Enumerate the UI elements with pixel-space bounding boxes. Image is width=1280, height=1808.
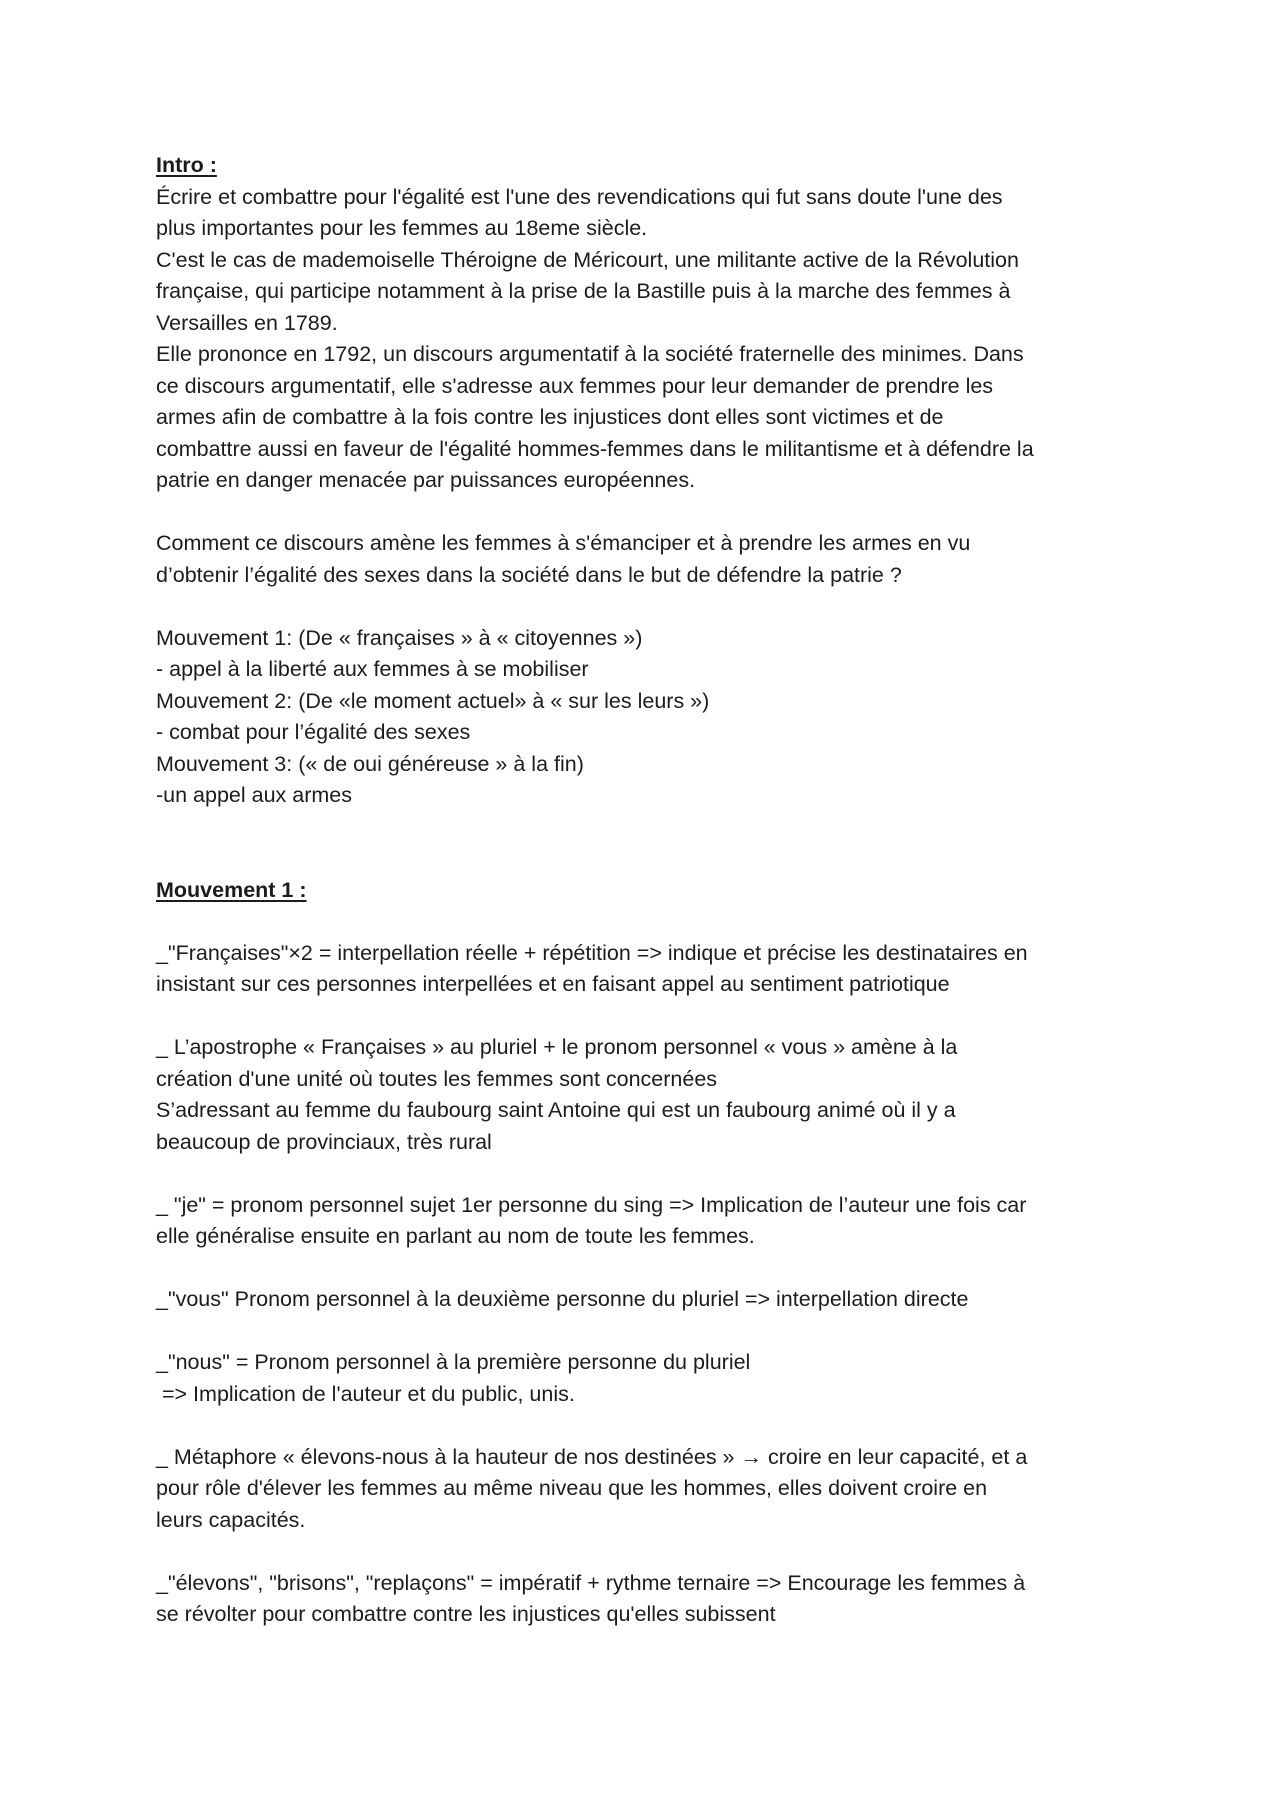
text-line: elle généralise ensuite en parlant au nom de toute les femmes.	[156, 1224, 755, 1248]
plan-item: Mouvement 2: (De «le moment actuel» à « sur les leurs »)	[156, 688, 710, 713]
text-line: _ "je" = pronom personnel sujet 1er personne du sing => Implication de l’auteur une fois car	[156, 1192, 1027, 1217]
text-line: _ Métaphore « élevons-nous à la hauteur de nos destinées » → croire en leur capacité, et a	[156, 1444, 1028, 1469]
text-line: se révolter pour combattre contre les injustices qu'elles subissent	[156, 1602, 776, 1626]
spacer	[156, 1316, 1156, 1348]
intro-paragraph	[156, 182, 1156, 497]
text-line: Écrire et combattre pour l'égalité est l'une des revendications qui fut sans doute l'une des	[156, 184, 1003, 209]
spacer	[156, 1410, 1156, 1442]
text-line: _"Françaises"×2 = interpellation réelle + répétition => indique et précise les destinataires en	[156, 940, 1028, 965]
text-line: insistant sur ces personnes interpellées et en faisant appel au sentiment patriotique	[156, 972, 950, 996]
text-line: combattre aussi en faveur de l'égalité hommes-femmes dans le militantisme et à défendre la	[156, 436, 1034, 461]
plan-item: -un appel aux armes	[156, 783, 352, 807]
document-page	[156, 150, 1156, 1631]
analysis-paragraph	[156, 1284, 1156, 1316]
text-line: _"vous" Pronom personnel à la deuxième personne du pluriel => interpellation directe	[156, 1287, 969, 1311]
analysis-paragraph	[156, 1442, 1156, 1537]
text-line: leurs capacités.	[156, 1507, 306, 1532]
spacer	[156, 1536, 1156, 1568]
spacer	[156, 906, 1156, 938]
mouvement1-heading: Mouvement 1 :	[156, 877, 307, 902]
text-line: _ L’apostrophe « Françaises » au pluriel + le pronom personnel « vous » amène à la	[156, 1035, 958, 1059]
analysis-paragraph	[156, 1190, 1156, 1253]
text-line: beaucoup de provinciaux, très rural	[156, 1129, 492, 1154]
text-line: S’adressant au femme du faubourg saint Antoine qui est un faubourg animé où il y a	[156, 1098, 956, 1122]
text-line: C'est le cas de mademoiselle Théroigne de Méricourt, une militante active de la Révolution	[156, 247, 1019, 272]
spacer	[156, 1253, 1156, 1285]
problematique-paragraph	[156, 528, 1156, 591]
text-line: Versailles en 1789.	[156, 310, 338, 335]
text-line: armes afin de combattre à la fois contre les injustices dont elles sont victimes et de	[156, 405, 944, 429]
plan-item: Mouvement 1: (De « françaises » à « citoyennes »)	[156, 625, 643, 650]
spacer	[156, 497, 1156, 529]
text-line: _"élevons", "brisons", "replaçons" = impératif + rythme ternaire => Encourage les femmes à	[156, 1570, 1026, 1595]
text-line: pour rôle d'élever les femmes au même niveau que les hommes, elles doivent croire en	[156, 1476, 988, 1500]
text-line: ce discours argumentatif, elle s'adresse aux femmes pour leur demander de prendre les	[156, 373, 994, 398]
plan-item: Mouvement 3: (« de oui généreuse » à la fin)	[156, 751, 584, 776]
spacer	[156, 591, 1156, 623]
analysis-paragraph	[156, 938, 1156, 1001]
text-line: française, qui participe notamment à la prise de la Bastille puis à la marche des femmes à	[156, 279, 1011, 303]
spacer	[156, 1158, 1156, 1190]
analysis-paragraph	[156, 1032, 1156, 1158]
plan-item: - combat pour l’égalité des sexes	[156, 720, 471, 744]
text-line: => Implication de l'auteur et du public, unis.	[156, 1381, 575, 1406]
text-line: patrie en danger menacée par puissances européennes.	[156, 468, 696, 492]
intro-heading: Intro :	[156, 153, 217, 177]
text-line: plus importantes pour les femmes au 18eme siècle.	[156, 216, 648, 240]
spacer	[156, 1001, 1156, 1033]
analysis-paragraph	[156, 1347, 1156, 1410]
text-line: d’obtenir l’égalité des sexes dans la société dans le but de défendre la patrie ?	[156, 562, 902, 587]
text-line: création d'une unité où toutes les femmes sont concernées	[156, 1066, 718, 1091]
plan-list	[156, 623, 1156, 812]
analysis-paragraph	[156, 1568, 1156, 1631]
text-line: _"nous" = Pronom personnel à la première personne du pluriel	[156, 1350, 751, 1374]
text-line: Comment ce discours amène les femmes à s'émanciper et à prendre les armes en vu	[156, 531, 971, 555]
spacer	[156, 812, 1156, 875]
text-line: Elle prononce en 1792, un discours argumentatif à la société fraternelle des minimes. Dans	[156, 342, 1024, 366]
plan-item: - appel à la liberté aux femmes à se mobiliser	[156, 657, 589, 681]
